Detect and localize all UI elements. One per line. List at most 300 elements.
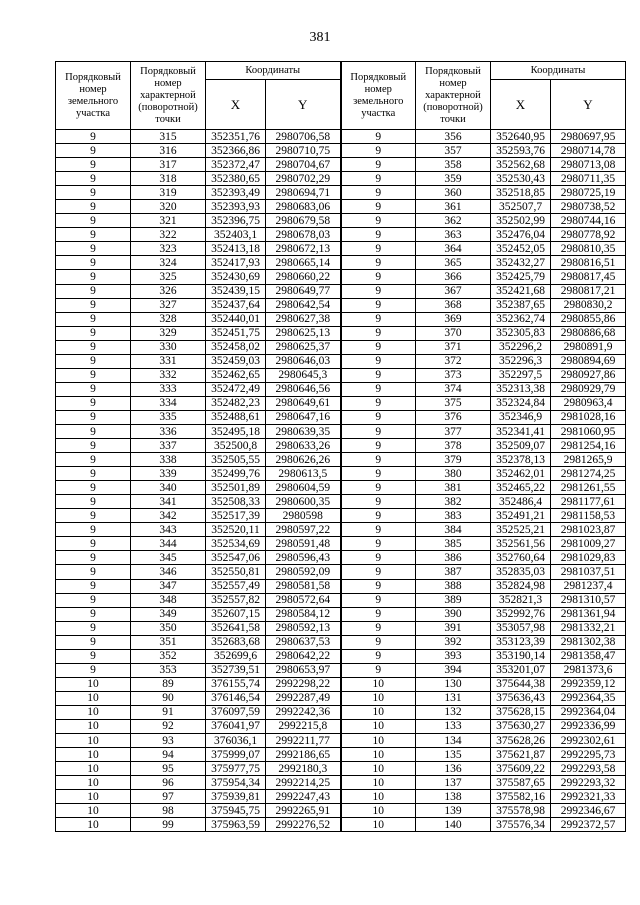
parcel-number-cell: 9 [341,368,416,382]
point-number-cell: 361 [416,200,491,214]
x-coordinate-cell: 352500,8 [206,439,266,453]
x-coordinate-cell: 352324,84 [491,396,551,410]
y-coordinate-cell: 2980596,43 [266,551,341,565]
parcel-number-cell: 9 [341,200,416,214]
y-coordinate-cell: 2981158,53 [551,509,626,523]
table-row [56,439,626,453]
y-coordinate-cell: 2980598 [266,509,341,523]
y-coordinate-cell: 2980830,2 [551,298,626,312]
y-coordinate-cell: 2980600,35 [266,495,341,509]
x-coordinate-cell: 352507,7 [491,200,551,214]
x-coordinate-cell: 352760,64 [491,551,551,565]
parcel-number-cell: 10 [341,818,416,832]
y-coordinate-cell: 2992180,3 [266,762,341,776]
x-coordinate-cell: 352362,74 [491,312,551,326]
x-coordinate-cell: 352465,22 [491,481,551,495]
x-coordinate-cell: 352739,51 [206,663,266,677]
parcel-number-cell: 9 [341,326,416,340]
y-coordinate-cell: 2981261,55 [551,481,626,495]
parcel-number-cell: 9 [56,312,131,326]
table-row [56,705,626,719]
y-coordinate-cell: 2980581,58 [266,579,341,593]
y-coordinate-cell: 2992215,8 [266,719,341,733]
x-coordinate-cell: 352501,89 [206,481,266,495]
parcel-number-cell: 9 [341,649,416,663]
table-row [56,593,626,607]
y-coordinate-cell: 2980744,16 [551,214,626,228]
y-coordinate-cell: 2981358,47 [551,649,626,663]
point-number-cell: 339 [131,467,206,481]
x-coordinate-cell: 352488,61 [206,410,266,424]
table-row [56,481,626,495]
x-coordinate-cell: 352372,47 [206,158,266,172]
point-number-cell: 365 [416,256,491,270]
table-row [56,649,626,663]
x-coordinate-cell: 352525,21 [491,523,551,537]
table-row [56,326,626,340]
point-number-cell: 353 [131,663,206,677]
point-number-cell: 93 [131,734,206,748]
y-coordinate-cell: 2981274,25 [551,467,626,481]
x-coordinate-cell: 375963,59 [206,818,266,832]
y-coordinate-cell: 2980637,53 [266,635,341,649]
table-row [56,256,626,270]
point-number-cell: 315 [131,130,206,144]
table-row [56,804,626,818]
y-coordinate-cell: 2980626,26 [266,453,341,467]
y-coordinate-cell: 2980584,12 [266,607,341,621]
point-number-cell: 340 [131,481,206,495]
y-coordinate-cell: 2981361,94 [551,607,626,621]
x-coordinate-cell: 376041,97 [206,719,266,733]
point-number-cell: 323 [131,242,206,256]
point-number-cell: 91 [131,705,206,719]
x-coordinate-cell: 352439,15 [206,284,266,298]
x-coordinate-cell: 352520,11 [206,523,266,537]
parcel-number-cell: 10 [341,748,416,762]
point-number-cell: 96 [131,776,206,790]
y-coordinate-cell: 2992372,57 [551,818,626,832]
parcel-number-cell: 10 [56,691,131,705]
x-coordinate-cell: 375582,16 [491,790,551,804]
x-coordinate-cell: 352491,21 [491,509,551,523]
parcel-number-cell: 9 [341,396,416,410]
header-coordinates: Координаты [206,62,341,80]
y-coordinate-cell: 2992346,67 [551,804,626,818]
parcel-number-cell: 9 [56,298,131,312]
y-coordinate-cell: 2980963,4 [551,396,626,410]
parcel-number-cell: 9 [56,663,131,677]
header-point-number: Порядковый номер характерной (поворотной) точки [416,62,491,130]
point-number-cell: 98 [131,804,206,818]
table-row [56,158,626,172]
point-number-cell: 343 [131,523,206,537]
x-coordinate-cell: 352640,95 [491,130,551,144]
y-coordinate-cell: 2980855,86 [551,312,626,326]
table-row [56,368,626,382]
point-number-cell: 374 [416,382,491,396]
parcel-number-cell: 9 [56,144,131,158]
table-row [56,790,626,804]
y-coordinate-cell: 2980778,92 [551,228,626,242]
point-number-cell: 331 [131,354,206,368]
table-row [56,354,626,368]
parcel-number-cell: 9 [56,172,131,186]
point-number-cell: 329 [131,326,206,340]
x-coordinate-cell: 352451,75 [206,326,266,340]
x-coordinate-cell: 352561,56 [491,537,551,551]
parcel-number-cell: 9 [341,607,416,621]
x-coordinate-cell: 352452,05 [491,242,551,256]
parcel-number-cell: 9 [341,579,416,593]
parcel-number-cell: 9 [56,200,131,214]
point-number-cell: 90 [131,691,206,705]
point-number-cell: 372 [416,354,491,368]
table-row [56,551,626,565]
parcel-number-cell: 10 [341,677,416,691]
point-number-cell: 390 [416,607,491,621]
y-coordinate-cell: 2992276,52 [266,818,341,832]
parcel-number-cell: 9 [341,340,416,354]
x-coordinate-cell: 352351,76 [206,130,266,144]
parcel-number-cell: 9 [56,256,131,270]
point-number-cell: 328 [131,312,206,326]
y-coordinate-cell: 2981028,16 [551,410,626,424]
parcel-number-cell: 10 [56,734,131,748]
parcel-number-cell: 10 [341,734,416,748]
table-row [56,214,626,228]
parcel-number-cell: 9 [341,663,416,677]
x-coordinate-cell: 375945,75 [206,804,266,818]
point-number-cell: 368 [416,298,491,312]
table-row [56,340,626,354]
point-number-cell: 362 [416,214,491,228]
parcel-number-cell: 10 [341,762,416,776]
x-coordinate-cell: 375644,38 [491,677,551,691]
table-row [56,172,626,186]
y-coordinate-cell: 2980646,56 [266,382,341,396]
point-number-cell: 366 [416,270,491,284]
point-number-cell: 393 [416,649,491,663]
parcel-number-cell: 10 [56,790,131,804]
table-row [56,228,626,242]
point-number-cell: 94 [131,748,206,762]
y-coordinate-cell: 2980886,68 [551,326,626,340]
parcel-number-cell: 9 [56,228,131,242]
parcel-number-cell: 9 [341,354,416,368]
point-number-cell: 358 [416,158,491,172]
x-coordinate-cell: 352476,04 [491,228,551,242]
parcel-number-cell: 9 [341,495,416,509]
x-coordinate-cell: 352437,64 [206,298,266,312]
point-number-cell: 370 [416,326,491,340]
parcel-number-cell: 9 [56,467,131,481]
point-number-cell: 326 [131,284,206,298]
y-coordinate-cell: 2980572,64 [266,593,341,607]
header-coordinates: Координаты [491,62,626,80]
parcel-number-cell: 9 [56,439,131,453]
table-row [56,748,626,762]
parcel-number-cell: 9 [56,130,131,144]
point-number-cell: 97 [131,790,206,804]
parcel-number-cell: 9 [341,551,416,565]
parcel-number-cell: 9 [56,635,131,649]
table-row [56,776,626,790]
point-number-cell: 334 [131,396,206,410]
parcel-number-cell: 9 [341,382,416,396]
parcel-number-cell: 9 [341,312,416,326]
header-y: Y [551,80,626,130]
x-coordinate-cell: 352430,69 [206,270,266,284]
x-coordinate-cell: 352296,2 [491,340,551,354]
y-coordinate-cell: 2992336,99 [551,719,626,733]
table-row [56,424,626,438]
x-coordinate-cell: 352440,01 [206,312,266,326]
y-coordinate-cell: 2992293,58 [551,762,626,776]
parcel-number-cell: 9 [341,270,416,284]
x-coordinate-cell: 352366,86 [206,144,266,158]
x-coordinate-cell: 352432,27 [491,256,551,270]
parcel-number-cell: 9 [56,368,131,382]
table-row [56,719,626,733]
x-coordinate-cell: 352992,76 [491,607,551,621]
parcel-number-cell: 10 [341,790,416,804]
x-coordinate-cell: 352296,3 [491,354,551,368]
y-coordinate-cell: 2980604,59 [266,481,341,495]
parcel-number-cell: 9 [56,396,131,410]
parcel-number-cell: 9 [341,481,416,495]
x-coordinate-cell: 352508,33 [206,495,266,509]
x-coordinate-cell: 375977,75 [206,762,266,776]
y-coordinate-cell: 2980649,77 [266,284,341,298]
parcel-number-cell: 9 [56,509,131,523]
point-number-cell: 359 [416,172,491,186]
table-row [56,565,626,579]
point-number-cell: 363 [416,228,491,242]
y-coordinate-cell: 2980713,08 [551,158,626,172]
point-number-cell: 386 [416,551,491,565]
point-number-cell: 344 [131,537,206,551]
parcel-number-cell: 9 [341,453,416,467]
x-coordinate-cell: 353057,98 [491,621,551,635]
table-row [56,537,626,551]
parcel-number-cell: 9 [56,382,131,396]
header-point-number: Порядковый номер характерной (поворотной) точки [131,62,206,130]
point-number-cell: 346 [131,565,206,579]
parcel-number-cell: 9 [341,537,416,551]
x-coordinate-cell: 352417,93 [206,256,266,270]
point-number-cell: 371 [416,340,491,354]
x-coordinate-cell: 352425,79 [491,270,551,284]
x-coordinate-cell: 352387,65 [491,298,551,312]
x-coordinate-cell: 352607,15 [206,607,266,621]
table-row [56,579,626,593]
y-coordinate-cell: 2980817,21 [551,284,626,298]
y-coordinate-cell: 2992211,77 [266,734,341,748]
x-coordinate-cell: 352486,4 [491,495,551,509]
point-number-cell: 335 [131,410,206,424]
y-coordinate-cell: 2981023,87 [551,523,626,537]
parcel-number-cell: 9 [56,551,131,565]
parcel-number-cell: 9 [56,453,131,467]
y-coordinate-cell: 2980927,86 [551,368,626,382]
y-coordinate-cell: 2981332,21 [551,621,626,635]
y-coordinate-cell: 2981302,38 [551,635,626,649]
parcel-number-cell: 9 [341,424,416,438]
header-x: X [491,80,551,130]
parcel-number-cell: 10 [56,804,131,818]
parcel-number-cell: 9 [56,424,131,438]
point-number-cell: 381 [416,481,491,495]
point-number-cell: 136 [416,762,491,776]
table-row [56,818,626,832]
x-coordinate-cell: 352462,65 [206,368,266,382]
x-coordinate-cell: 376146,54 [206,691,266,705]
point-number-cell: 327 [131,298,206,312]
table-row [56,284,626,298]
y-coordinate-cell: 2981265,9 [551,453,626,467]
x-coordinate-cell: 352380,65 [206,172,266,186]
point-number-cell: 337 [131,439,206,453]
x-coordinate-cell: 352509,07 [491,439,551,453]
parcel-number-cell: 9 [341,621,416,635]
y-coordinate-cell: 2992298,22 [266,677,341,691]
table-row [56,691,626,705]
x-coordinate-cell: 352421,68 [491,284,551,298]
point-number-cell: 377 [416,424,491,438]
point-number-cell: 132 [416,705,491,719]
coordinates-table [55,61,626,832]
point-number-cell: 382 [416,495,491,509]
table-row [56,144,626,158]
parcel-number-cell: 9 [56,481,131,495]
point-number-cell: 316 [131,144,206,158]
parcel-number-cell: 9 [341,439,416,453]
x-coordinate-cell: 352824,98 [491,579,551,593]
parcel-number-cell: 10 [56,719,131,733]
point-number-cell: 383 [416,509,491,523]
y-coordinate-cell: 2981060,95 [551,424,626,438]
parcel-number-cell: 10 [341,705,416,719]
parcel-number-cell: 10 [56,677,131,691]
point-number-cell: 356 [416,130,491,144]
parcel-number-cell: 10 [56,762,131,776]
parcel-number-cell: 9 [341,565,416,579]
point-number-cell: 138 [416,790,491,804]
point-number-cell: 347 [131,579,206,593]
y-coordinate-cell: 2992293,32 [551,776,626,790]
parcel-number-cell: 9 [56,242,131,256]
table-row [56,495,626,509]
point-number-cell: 130 [416,677,491,691]
y-coordinate-cell: 2981237,4 [551,579,626,593]
table-row [56,453,626,467]
point-number-cell: 345 [131,551,206,565]
table-row [56,621,626,635]
x-coordinate-cell: 352562,68 [491,158,551,172]
header-parcel-number: Порядковый номер земельного участка [56,62,131,130]
y-coordinate-cell: 2980645,3 [266,368,341,382]
parcel-number-cell: 9 [341,228,416,242]
parcel-number-cell: 9 [56,410,131,424]
x-coordinate-cell: 352534,69 [206,537,266,551]
x-coordinate-cell: 352557,49 [206,579,266,593]
parcel-number-cell: 9 [341,509,416,523]
table-row [56,607,626,621]
parcel-number-cell: 9 [56,607,131,621]
y-coordinate-cell: 2981254,16 [551,439,626,453]
y-coordinate-cell: 2980642,54 [266,298,341,312]
parcel-number-cell: 9 [341,172,416,186]
x-coordinate-cell: 352482,23 [206,396,266,410]
point-number-cell: 357 [416,144,491,158]
parcel-number-cell: 9 [56,621,131,635]
table-row [56,509,626,523]
point-number-cell: 385 [416,537,491,551]
y-coordinate-cell: 2981177,61 [551,495,626,509]
point-number-cell: 92 [131,719,206,733]
parcel-number-cell: 9 [56,158,131,172]
y-coordinate-cell: 2980665,14 [266,256,341,270]
parcel-number-cell: 10 [56,705,131,719]
x-coordinate-cell: 352305,83 [491,326,551,340]
y-coordinate-cell: 2992247,43 [266,790,341,804]
parcel-number-cell: 9 [341,214,416,228]
parcel-number-cell: 9 [56,214,131,228]
x-coordinate-cell: 375939,81 [206,790,266,804]
x-coordinate-cell: 352472,49 [206,382,266,396]
parcel-number-cell: 9 [341,186,416,200]
parcel-number-cell: 9 [56,354,131,368]
x-coordinate-cell: 352341,41 [491,424,551,438]
parcel-number-cell: 9 [341,523,416,537]
point-number-cell: 391 [416,621,491,635]
parcel-number-cell: 10 [56,748,131,762]
x-coordinate-cell: 375630,27 [491,719,551,733]
y-coordinate-cell: 2980672,13 [266,242,341,256]
parcel-number-cell: 9 [341,298,416,312]
parcel-number-cell: 9 [341,130,416,144]
point-number-cell: 325 [131,270,206,284]
x-coordinate-cell: 376036,1 [206,734,266,748]
point-number-cell: 387 [416,565,491,579]
y-coordinate-cell: 2992287,49 [266,691,341,705]
x-coordinate-cell: 352557,82 [206,593,266,607]
x-coordinate-cell: 352393,49 [206,186,266,200]
table-row [56,298,626,312]
table-row [56,663,626,677]
point-number-cell: 364 [416,242,491,256]
y-coordinate-cell: 2980683,06 [266,200,341,214]
y-coordinate-cell: 2980592,09 [266,565,341,579]
point-number-cell: 376 [416,410,491,424]
point-number-cell: 333 [131,382,206,396]
y-coordinate-cell: 2992295,73 [551,748,626,762]
parcel-number-cell: 10 [341,719,416,733]
x-coordinate-cell: 375576,34 [491,818,551,832]
table-row [56,762,626,776]
x-coordinate-cell: 352517,39 [206,509,266,523]
x-coordinate-cell: 352593,76 [491,144,551,158]
point-number-cell: 336 [131,424,206,438]
point-number-cell: 89 [131,677,206,691]
y-coordinate-cell: 2980894,69 [551,354,626,368]
point-number-cell: 95 [131,762,206,776]
parcel-number-cell: 9 [56,284,131,298]
x-coordinate-cell: 376155,74 [206,677,266,691]
y-coordinate-cell: 2980810,35 [551,242,626,256]
y-coordinate-cell: 2992242,36 [266,705,341,719]
